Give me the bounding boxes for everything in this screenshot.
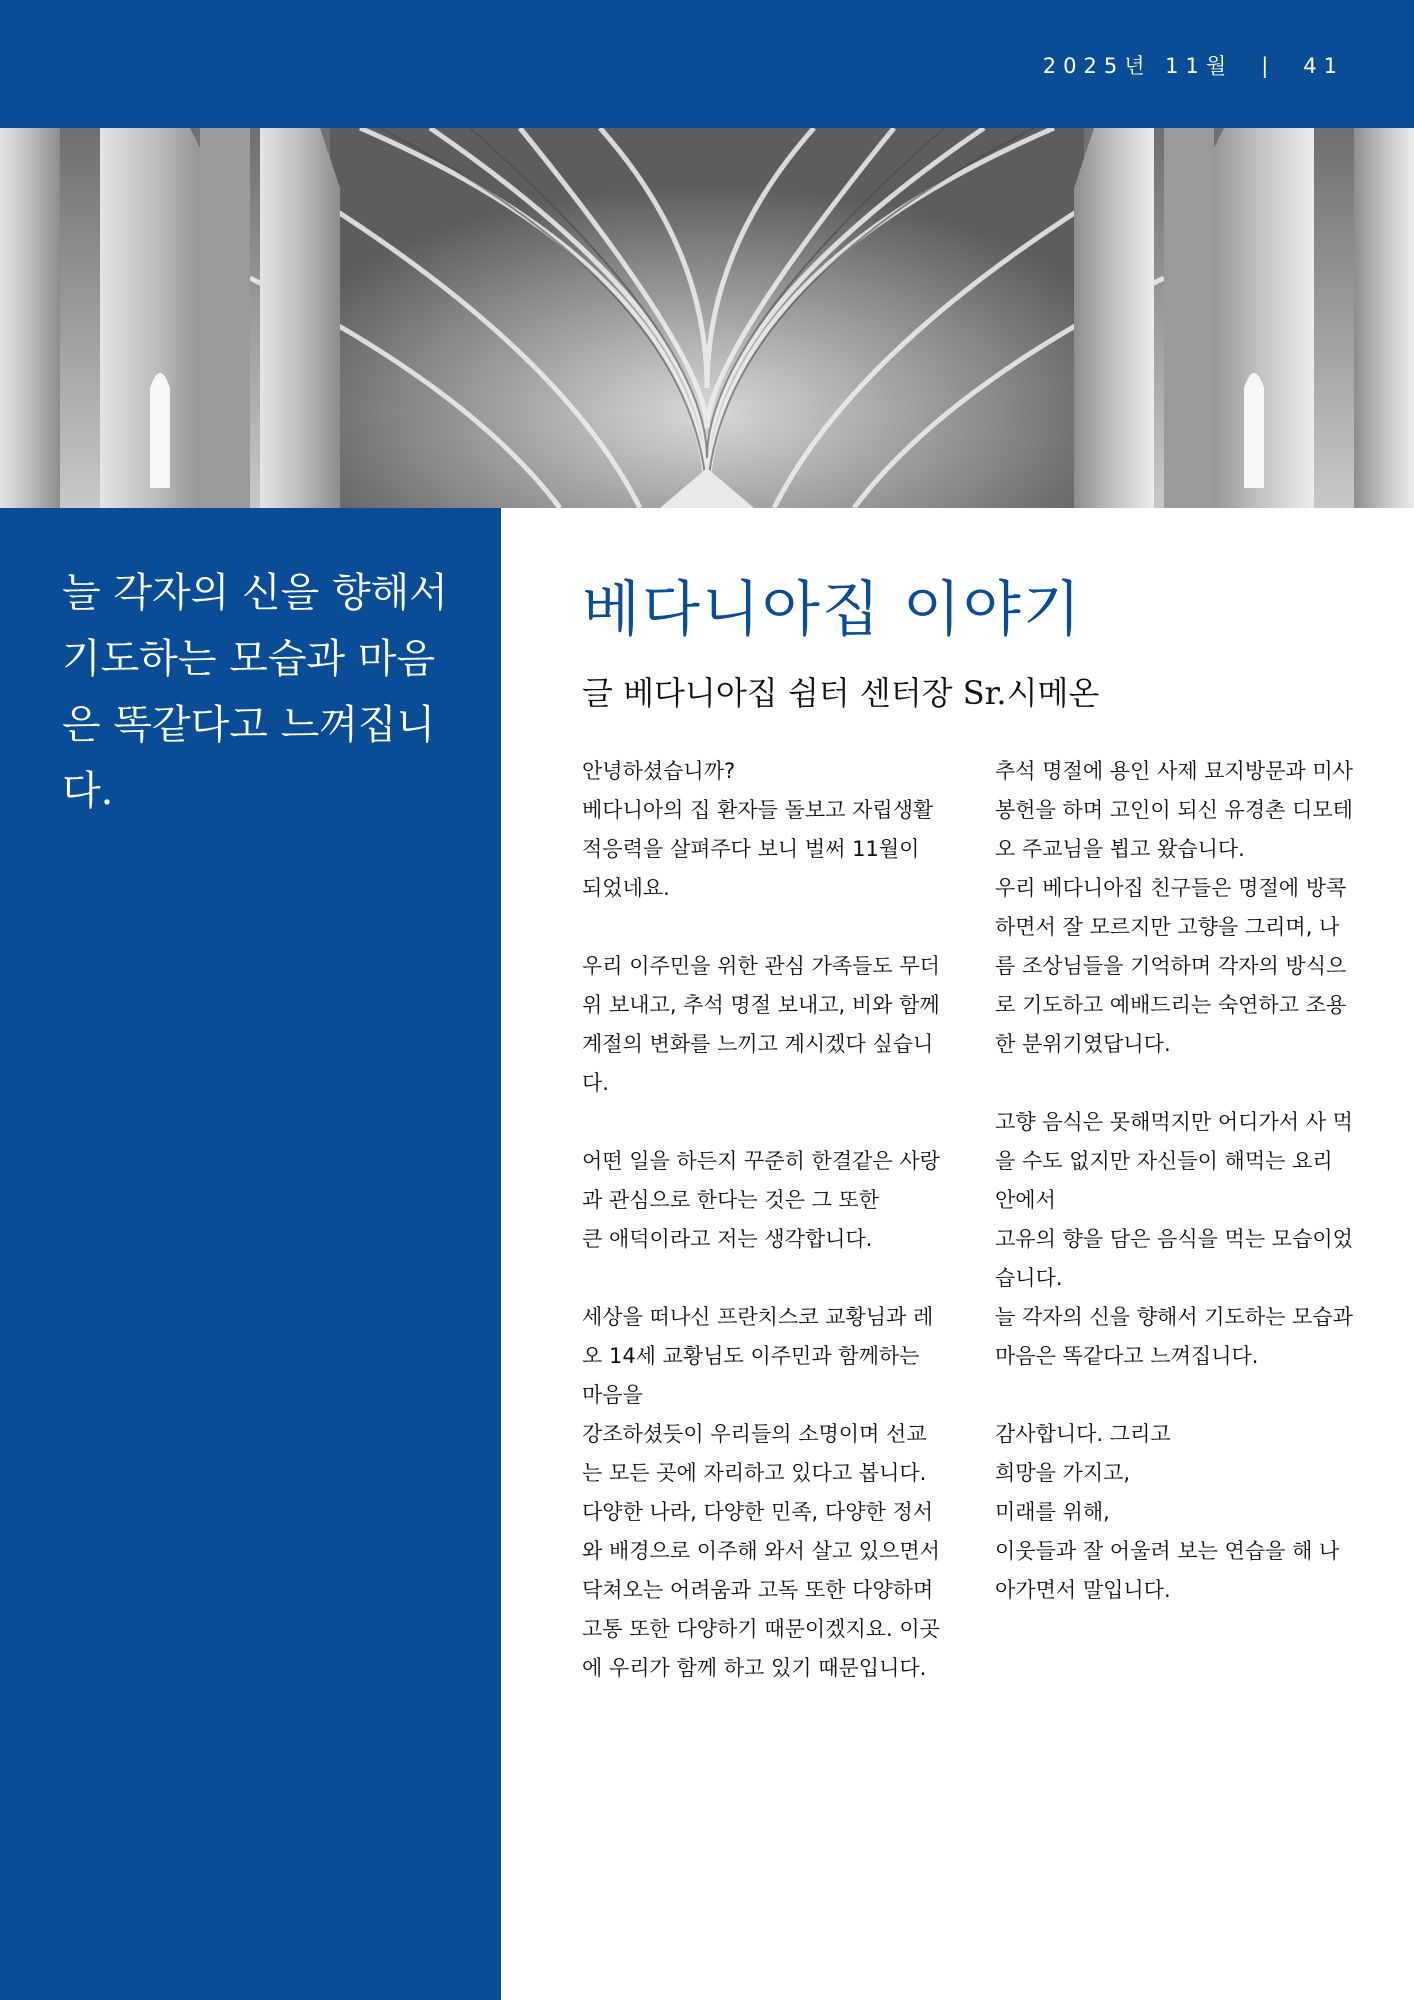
paragraph: 어떤 일을 하든지 꾸준히 한결같은 사랑과 관심으로 한다는 것은 그 또한 큰 애덕이라고 저는 생각합니다. <box>582 1149 940 1251</box>
article-byline: 글 베다니아집 쉼터 센터장 Sr.시메온 <box>582 674 1100 712</box>
article-column-right <box>995 752 1355 1649</box>
page-meta <box>1043 50 1344 80</box>
article-column-left <box>582 752 944 1727</box>
paragraph: 추석 명절에 용인 사제 묘지방문과 미사봉헌을 하며 고인이 되신 유경촌 디모테오 주교님을 뵙고 왔습니다. 우리 베다니아집 친구들은 명절에 방콕 하면서 잘 모르지만 고향을 그리며, 나름 조상님들을 기억하며 각자의 방식으로 기도하고 예배드리는 숙연하고 조용한 분위기였답니다. <box>995 759 1353 1056</box>
paragraph: 우리 이주민을 위한 관심 가족들도 무더위 보내고, 추석 명절 보내고, 비와 함께 계절의 변화를 느끼고 계시겠다 싶습니다. <box>582 954 940 1095</box>
paragraph: 안녕하셨습니까? 베다니아의 집 환자들 돌보고 자립생활 적응력을 살펴주다 보니 벌써 11월이 되었네요. <box>582 759 934 900</box>
pull-quote: 늘 각자의 신을 향해서 기도하는 모습과 마음은 똑같다고 느껴집니다. <box>62 570 448 814</box>
header-bar <box>0 0 1414 128</box>
meta-separator: | <box>1261 54 1276 78</box>
paragraph: 감사합니다. 그리고 희망을 가지고, 미래를 위해, 이웃들과 잘 어울려 보는 연습을 해 나아가면서 말입니다. <box>995 1422 1340 1602</box>
issue-date: 2025년 11월 <box>1042 54 1234 78</box>
cathedral-ceiling-photo <box>0 128 1414 508</box>
page-number: 41 <box>1303 54 1344 78</box>
paragraph: 세상을 떠나신 프란치스코 교황님과 레오 14세 교황님도 이주민과 함께하는 마음을 강조하셨듯이 우리들의 소명이며 선교는 모든 곳에 자리하고 있다고 봅니다. 다양한 나라, 다양한 민족, 다양한 정서와 배경으로 이주해 와서 살고 있으면서 닥쳐오는 어려움과 고독 또한 다양하며 고통 또한 다양하기 때문이겠지요. 이곳에 우리가 함께 하고 있기 때문입니다. <box>582 1305 940 1680</box>
article-title: 베다니아집 이야기 <box>582 575 1083 645</box>
paragraph: 고향 음식은 못해먹지만 어디가서 사 먹을 수도 없지만 자신들이 해먹는 요리 안에서 고유의 향을 담은 음식을 먹는 모습이었습니다. 늘 각자의 신을 향해서 기도하는 모습과 마음은 똑같다고 느껴집니다. <box>995 1110 1353 1368</box>
